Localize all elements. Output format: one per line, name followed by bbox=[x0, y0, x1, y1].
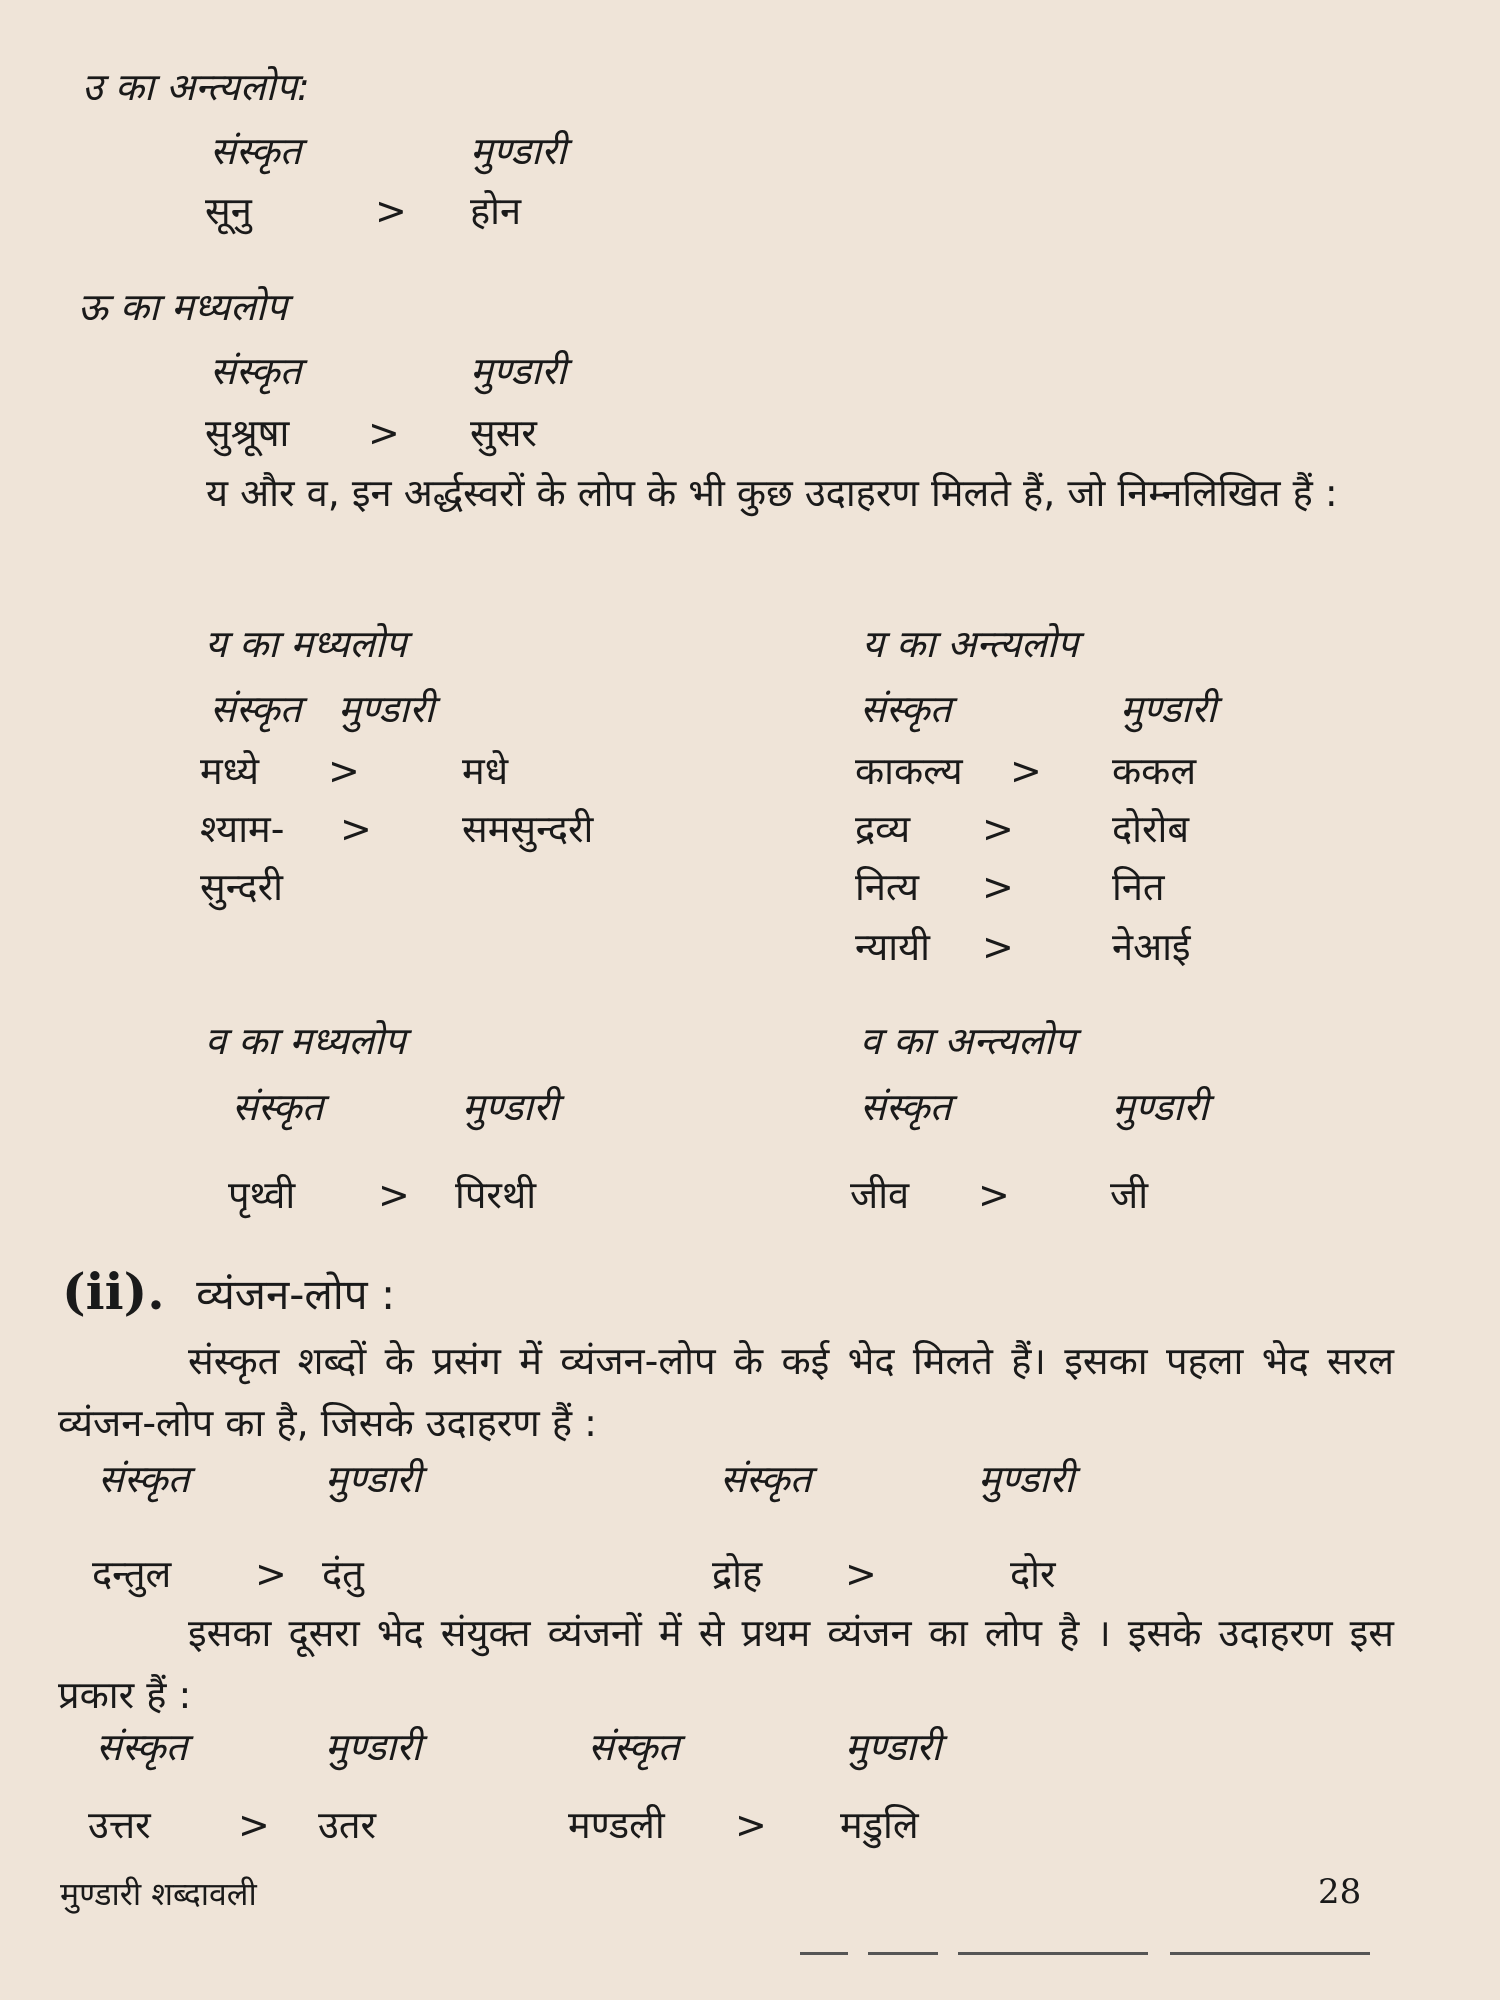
arrow: > bbox=[238, 1803, 270, 1847]
col-mundari: मुण्डारी bbox=[470, 129, 567, 173]
heading-y-final-loss: य का अन्त्यलोप bbox=[862, 622, 1079, 666]
word-sanskrit: काकल्य bbox=[855, 749, 963, 793]
section-number: (ii). bbox=[62, 1262, 165, 1321]
arrow: > bbox=[375, 189, 407, 233]
arrow: > bbox=[845, 1552, 877, 1596]
word-mundari: दोरोब bbox=[1112, 807, 1190, 851]
running-footer-title: मुण्डारी शब्दावली bbox=[60, 1875, 257, 1913]
word-mundari: होन bbox=[470, 189, 522, 233]
arrow: > bbox=[978, 1173, 1010, 1217]
col-sanskrit: संस्कृत bbox=[210, 129, 302, 173]
word-sanskrit: नित्य bbox=[855, 865, 919, 909]
col-mundari: मुण्डारी bbox=[1120, 687, 1217, 731]
word-mundari: नेआई bbox=[1112, 925, 1191, 969]
col-mundari: मुण्डारी bbox=[1112, 1085, 1209, 1129]
word-sanskrit: द्रोह bbox=[712, 1552, 763, 1596]
col-mundari: मुण्डारी bbox=[470, 349, 567, 393]
word-sanskrit: पृथ्वी bbox=[228, 1173, 296, 1217]
col-sanskrit: संस्कृत bbox=[588, 1725, 680, 1769]
word-mundari: उतर bbox=[318, 1803, 377, 1847]
arrow: > bbox=[328, 749, 360, 793]
word-sanskrit: दन्तुल bbox=[92, 1552, 172, 1596]
heading-uu-medial-loss: ऊ का मध्यलोप bbox=[78, 285, 288, 329]
word-mundari: दंतु bbox=[322, 1552, 364, 1596]
footer-rule bbox=[868, 1952, 938, 1955]
arrow: > bbox=[368, 411, 400, 455]
heading-u-final-loss: उ का अन्त्यलोप: bbox=[82, 65, 310, 109]
word-mundari: मधे bbox=[462, 749, 509, 793]
word-sanskrit: मण्डली bbox=[568, 1803, 665, 1847]
word-sanskrit: श्याम- bbox=[200, 807, 285, 851]
col-sanskrit: संस्कृत bbox=[860, 1085, 952, 1129]
heading-y-medial-loss: य का मध्यलोप bbox=[205, 622, 407, 666]
col-sanskrit: संस्कृत bbox=[98, 1457, 190, 1501]
arrow: > bbox=[340, 807, 372, 851]
col-mundari: मुण्डारी bbox=[338, 687, 435, 731]
word-mundari: दोर bbox=[1010, 1552, 1056, 1596]
word-sanskrit: सुश्रूषा bbox=[205, 411, 290, 455]
page-number: 28 bbox=[1318, 1872, 1362, 1912]
arrow: > bbox=[378, 1173, 410, 1217]
col-mundari: मुण्डारी bbox=[325, 1457, 422, 1501]
word-sanskrit: उत्तर bbox=[88, 1803, 151, 1847]
section-title: व्यंजन-लोप : bbox=[196, 1270, 396, 1319]
word-mundari: सुसर bbox=[470, 411, 537, 455]
col-mundari: मुण्डारी bbox=[978, 1457, 1075, 1501]
word-sanskrit: जीव bbox=[850, 1173, 910, 1217]
footer-rule bbox=[958, 1952, 1148, 1955]
heading-v-medial-loss: व का मध्यलोप bbox=[205, 1019, 406, 1063]
footer-rule bbox=[800, 1952, 848, 1955]
col-mundari: मुण्डारी bbox=[325, 1725, 422, 1769]
heading-v-final-loss: व का अन्त्यलोप bbox=[860, 1019, 1076, 1063]
word-mundari: नित bbox=[1112, 865, 1165, 909]
arrow: > bbox=[982, 807, 1014, 851]
col-mundari: मुण्डारी bbox=[845, 1725, 942, 1769]
col-sanskrit: संस्कृत bbox=[720, 1457, 812, 1501]
word-mundari: पिरथी bbox=[455, 1173, 537, 1217]
word-sanskrit: सुन्दरी bbox=[200, 865, 283, 909]
arrow: > bbox=[982, 925, 1014, 969]
footer-rule bbox=[1170, 1952, 1370, 1955]
col-mundari: मुण्डारी bbox=[462, 1085, 559, 1129]
word-sanskrit: न्यायी bbox=[855, 925, 930, 969]
section-heading-consonant-loss bbox=[62, 1262, 395, 1322]
word-sanskrit: मध्ये bbox=[200, 749, 260, 793]
col-sanskrit: संस्कृत bbox=[96, 1725, 188, 1769]
paragraph-consonant-loss: संस्कृत शब्दों के प्रसंग में व्यंजन-लोप के कई भेद मिलते हैं। इसका पहला भेद सरल व्यंजन-लोप का है, जिसके उदाहरण हैं : bbox=[58, 1339, 1394, 1445]
arrow: > bbox=[735, 1803, 767, 1847]
word-mundari: समसुन्दरी bbox=[462, 807, 594, 851]
word-mundari: मडुलि bbox=[840, 1803, 919, 1847]
col-sanskrit: संस्कृत bbox=[210, 687, 302, 731]
word-sanskrit: द्रव्य bbox=[855, 807, 911, 851]
col-sanskrit: संस्कृत bbox=[210, 349, 302, 393]
word-sanskrit: सूनु bbox=[205, 189, 252, 233]
arrow: > bbox=[1010, 749, 1042, 793]
col-sanskrit: संस्कृत bbox=[232, 1085, 324, 1129]
paragraph-cluster-loss: इसका दूसरा भेद संयुक्त व्यंजनों में से प्रथम व्यंजन का लोप है । इसके उदाहरण इस प्रकार हैं : bbox=[58, 1611, 1394, 1717]
word-mundari: जी bbox=[1110, 1173, 1149, 1217]
arrow: > bbox=[982, 865, 1014, 909]
arrow: > bbox=[255, 1552, 287, 1596]
col-sanskrit: संस्कृत bbox=[860, 687, 952, 731]
word-mundari: ककल bbox=[1112, 749, 1197, 793]
paragraph-semivowels: य और व, इन अर्द्धस्वरों के लोप के भी कुछ उदाहरण मिलते हैं, जो निम्नलिखित हैं : bbox=[206, 471, 1338, 515]
